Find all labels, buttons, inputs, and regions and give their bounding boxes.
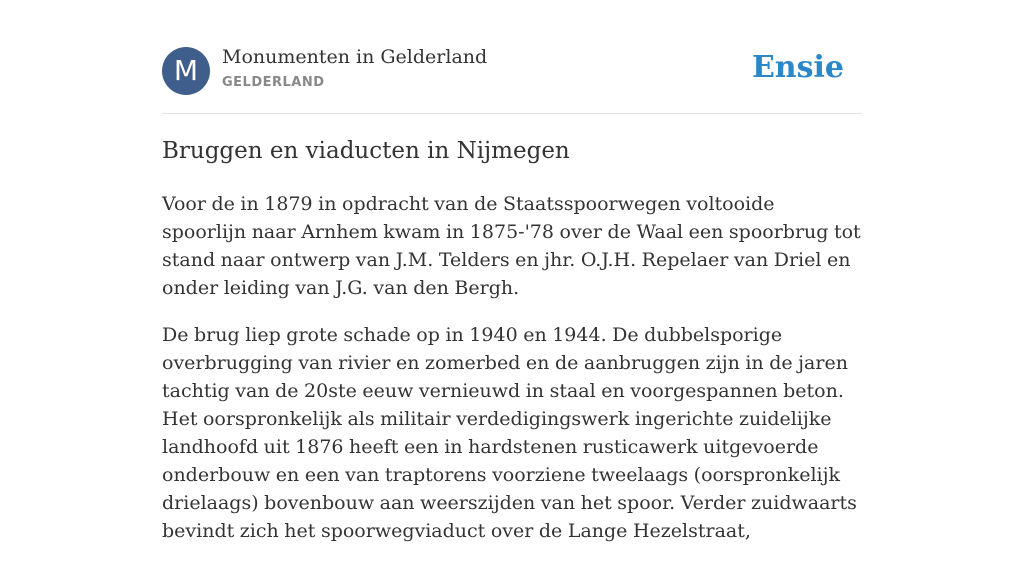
- avatar[interactable]: M: [162, 47, 210, 95]
- header: [162, 0, 862, 114]
- page-container: [162, 0, 862, 542]
- ensie-logo[interactable]: Ensie: [751, 50, 844, 85]
- source-title[interactable]: Monumenten in Gelderland: [222, 46, 488, 68]
- article-title: Bruggen en viaducten in Nijmegen: [162, 138, 570, 164]
- article-body: [162, 190, 862, 564]
- source-subtitle[interactable]: GELDERLAND: [222, 75, 325, 90]
- paragraph-1: Voor de in 1879 in opdracht van de Staatsspoorwegen voltooide spoorlijn naar Arnhem kwam in 1875-'78 over de Waal een spoorbrug tot stand naar ontwerp van J.M. Telders en jhr. O.J.H. Repelaer van Driel en onder leiding van J.G. van den Bergh.: [162, 193, 861, 299]
- paragraph-2: De brug liep grote schade op in 1940 en 1944. De dubbelsporige overbrugging van rivier en zomerbed en de aanbruggen zijn in de jaren tachtig van de 20ste eeuw vernieuwd in staal en voorgespannen beton. Het oorspronkelijk als militair verdedigingswerk ingerichte zuidelijke landhoofd uit 1876 heeft een in hardstenen rusticawerk uitgevoerde onderbouw en een van traptorens voorziene tweelaags (oorspronkelijk drielaags) bovenbouw aan weerszijden van het spoor. Verder zuidwaarts bevindt zich het spoorwegviaduct over de Lange Hezelstraat,: [162, 324, 857, 542]
